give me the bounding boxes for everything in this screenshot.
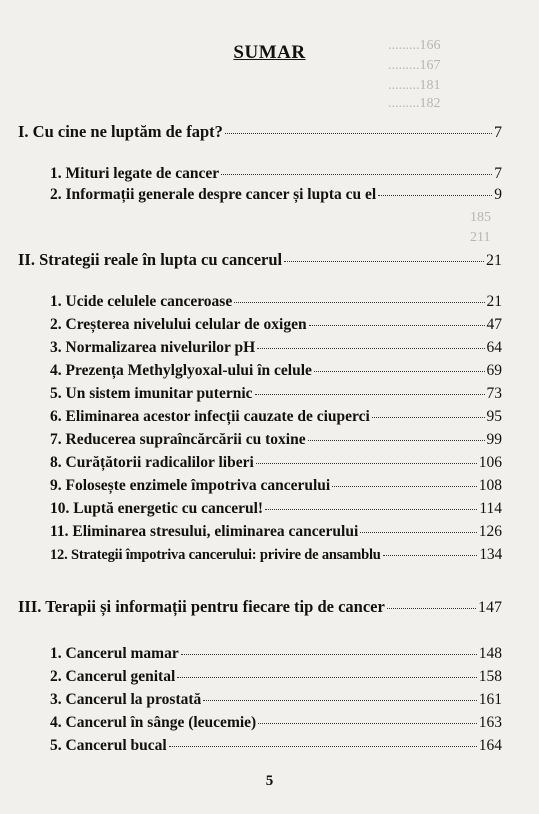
toc-entry-label: 2. Informații generale despre cancer și lupta cu el	[50, 186, 377, 203]
title-text: SUMAR	[233, 42, 306, 63]
toc-entry-label: 6. Eliminarea acestor infecții cauzate de ciuperci	[50, 408, 370, 425]
toc-entry-label: 3. Cancerul la prostată	[50, 691, 202, 708]
toc-entry-label: 1. Mituri legate de cancer	[50, 165, 220, 182]
toc-entry-label: 10. Luptă energetic cu cancerul!	[50, 500, 264, 517]
dot-leader	[372, 416, 485, 418]
toc-entry-label: 2. Cancerul genital	[50, 668, 176, 685]
dot-leader	[256, 462, 477, 464]
toc-page-number: 161	[478, 691, 502, 708]
bleed-through-decoration: .........182	[388, 96, 441, 111]
toc-entry[interactable]	[50, 668, 502, 686]
toc-entry-label: 11. Eliminarea stresului, eliminarea cancerului	[50, 523, 359, 540]
toc-page-number: 126	[478, 523, 502, 540]
toc-page-number: 147	[478, 599, 502, 616]
dot-leader	[169, 745, 477, 747]
dot-leader	[234, 301, 484, 303]
toc-page-number: 47	[486, 316, 502, 333]
toc-page-number: 163	[478, 714, 502, 731]
toc-page-number: 158	[478, 668, 502, 685]
dot-leader	[284, 260, 484, 262]
toc-entry[interactable]	[50, 186, 502, 204]
toc-page-number: 21	[486, 293, 502, 310]
toc-entry[interactable]	[50, 454, 502, 472]
dot-leader	[383, 554, 478, 556]
bleed-through-decoration: .........181	[388, 78, 441, 93]
dot-leader	[309, 324, 485, 326]
dot-leader	[203, 699, 476, 701]
toc-entry-label: 2. Creșterea nivelului celular de oxigen	[50, 316, 307, 333]
dot-leader	[378, 194, 492, 196]
page-title	[0, 42, 539, 64]
toc-entry[interactable]	[50, 165, 502, 183]
toc-entry-label: 9. Folosește enzimele împotriva cancerului	[50, 477, 331, 494]
bleed-through-decoration: .........167	[388, 58, 441, 73]
toc-section-label: III. Terapii și informații pentru fiecare tip de cancer	[18, 597, 385, 616]
toc-page-number: 73	[486, 385, 502, 402]
toc-entry-label: 4. Cancerul în sânge (leucemie)	[50, 714, 257, 731]
toc-entry[interactable]	[50, 385, 502, 403]
dot-leader	[332, 485, 477, 487]
toc-page-number: 134	[479, 546, 502, 563]
toc-entry-label: 7. Reducerea supraîncărcării cu toxine	[50, 431, 306, 448]
toc-page-number: 148	[478, 645, 502, 662]
toc-section[interactable]	[18, 250, 502, 270]
toc-entry[interactable]	[50, 408, 502, 426]
toc-page-number: 164	[478, 737, 502, 754]
dot-leader	[177, 676, 476, 678]
dot-leader	[308, 439, 485, 441]
toc-entry[interactable]	[50, 362, 502, 380]
toc-entry[interactable]	[50, 714, 502, 732]
toc-entry[interactable]	[50, 691, 502, 709]
toc-entry[interactable]	[50, 546, 502, 564]
toc-page-number: 21	[486, 252, 502, 269]
dot-leader	[255, 393, 485, 395]
toc-entry-label: 1. Cancerul mamar	[50, 645, 179, 662]
toc-page-number: 114	[479, 500, 502, 517]
toc-entry-label: 12. Strategii împotriva cancerului: privire de ansamblu	[50, 547, 381, 563]
toc-page-number: 99	[486, 431, 502, 448]
dot-leader	[257, 347, 484, 349]
toc-entry-label: 1. Ucide celulele canceroase	[50, 293, 233, 310]
toc-entry[interactable]	[50, 339, 502, 357]
toc-entry-label: 5. Cancerul bucal	[50, 737, 167, 754]
toc-entry-label: 4. Prezența Methylglyoxal-ului în celule	[50, 362, 312, 379]
toc-entry[interactable]	[50, 477, 502, 495]
toc-page-number: 95	[486, 408, 502, 425]
toc-page-number: 64	[486, 339, 502, 356]
dot-leader	[181, 653, 477, 655]
toc-entry[interactable]	[50, 737, 502, 755]
toc-section[interactable]	[18, 122, 502, 142]
dot-leader	[225, 132, 492, 134]
dot-leader	[258, 722, 477, 724]
page-number: 5	[265, 773, 274, 789]
toc-section[interactable]	[18, 597, 502, 617]
toc-entry-label: 5. Un sistem imunitar puternic	[50, 385, 253, 402]
toc-entry-label: 3. Normalizarea nivelurilor pH	[50, 339, 256, 356]
toc-page-number: 7	[494, 165, 502, 182]
toc-entry[interactable]	[50, 293, 502, 311]
toc-section-label: II. Strategii reale în lupta cu cancerul	[18, 250, 283, 269]
toc-entry[interactable]	[50, 523, 502, 541]
bleed-through-decoration: .........166	[388, 38, 441, 53]
toc-entry-label: 8. Curățătorii radicalilor liberi	[50, 454, 254, 471]
toc-page-number: 7	[494, 124, 502, 141]
bleed-through-decoration: 211	[470, 230, 491, 245]
toc-entry[interactable]	[50, 645, 502, 663]
toc-page-number: 9	[494, 186, 502, 203]
toc-page-number: 108	[478, 477, 502, 494]
toc-entry[interactable]	[50, 316, 502, 334]
toc-page-number: 106	[478, 454, 502, 471]
dot-leader	[387, 607, 476, 609]
bleed-through-decoration: 185	[470, 210, 491, 225]
toc-entry[interactable]	[50, 431, 502, 449]
dot-leader	[360, 531, 476, 533]
toc-entry[interactable]	[50, 500, 502, 518]
toc-page-number: 69	[486, 362, 502, 379]
dot-leader	[221, 173, 492, 175]
toc-section-label: I. Cu cine ne luptăm de fapt?	[18, 122, 223, 141]
dot-leader	[314, 370, 485, 372]
dot-leader	[265, 508, 477, 510]
